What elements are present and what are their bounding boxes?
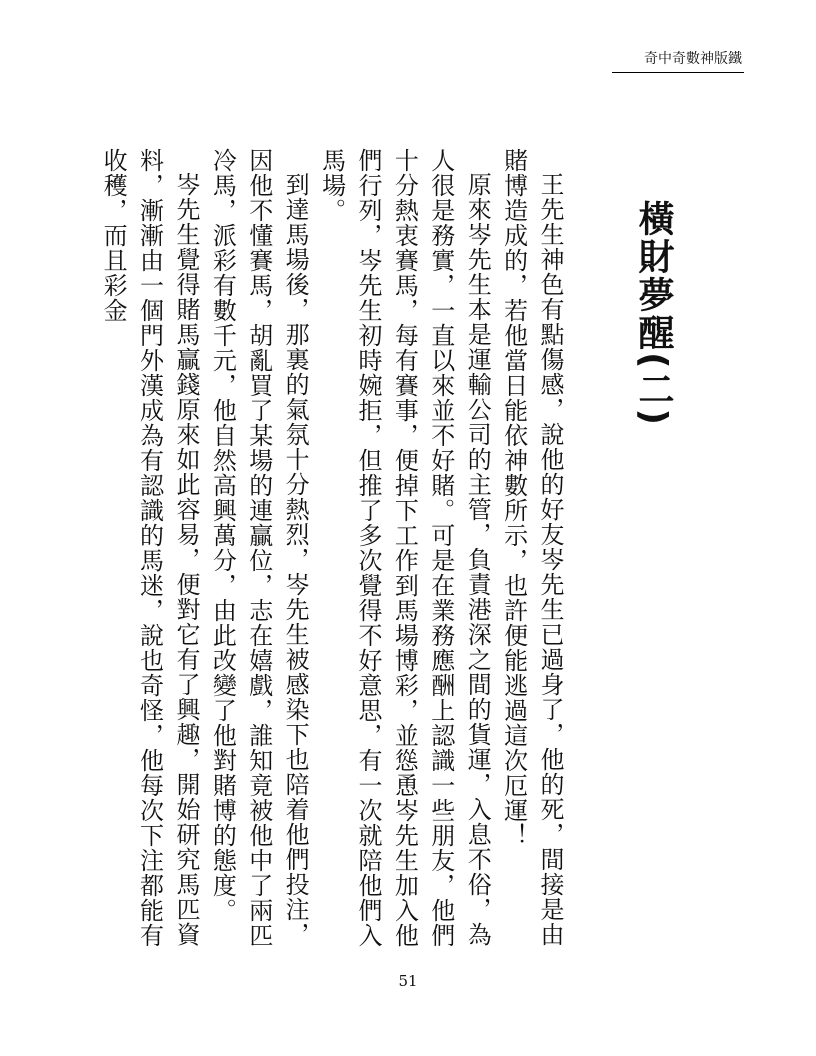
- paragraph: 到達馬場後，那裏的氣氛十分熱烈，岑先生被感染下也陪着他們投注，因他不懂賽馬，胡亂買了某場的連贏位，志在嬉戲，誰知竟被他中了兩匹冷馬，派彩有數千元，他自然高興萬分，由此改變了他對賭博的態度。: [208, 148, 310, 948]
- running-header: 奇中奇數神版鐵: [644, 51, 742, 67]
- body-text: [99, 148, 568, 968]
- page-number: 51: [398, 972, 418, 990]
- paragraph: 岑先生覺得賭馬贏錢原來如此容易，便對它有了興趣，開始研究馬匹資料，漸漸由一個門外漢成為有認識的馬迷，說也奇怪，他每次下注都能有收穫，而且彩金: [99, 148, 200, 948]
- paragraph: 王先生神色有點傷感，說他的好友岑先生已過身了，他的死，間接是由賭博造成的，若他當日能依神數所示，也許便能逃過這次厄運！: [499, 148, 564, 947]
- header-rule: [612, 72, 744, 73]
- paragraph: 原來岑先生本是運輸公司的主管，負責港深之間的貨運，入息不俗，為人很是務實，一直以來並不好賭。可是在業務應酬上認識一些朋友，他們十分熱衷賽馬，每有賽事，便掉下工作到馬場博彩，並慫恿岑先生加入他們行列，岑先生初時婉拒，但推了多次覺得不好意思，有一次就陪他們入馬場。: [317, 148, 492, 948]
- chapter-title: 橫財夢醒(二): [633, 200, 674, 427]
